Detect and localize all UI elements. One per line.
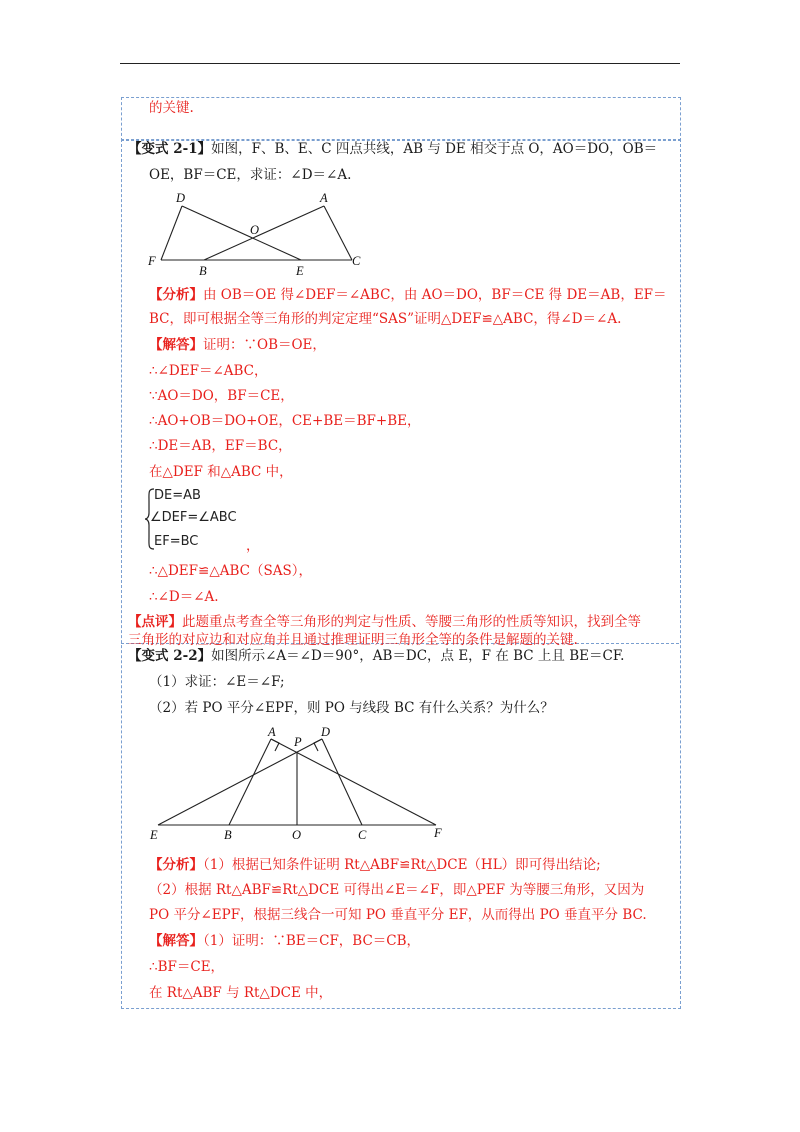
analysis-2-2-line1: （1）根据已知条件证明 Rt△ABF≌Rt△DCE（HL）即可得出结论;: [203, 857, 601, 873]
comment-line1: 此题重点考查全等三角形的判定与性质、等腰三角形的性质等知识，找到全等: [182, 614, 641, 630]
proof-step: 在△DEF 和△ABC 中，: [149, 464, 293, 480]
analysis-2-2: [149, 855, 601, 875]
label-A: A: [320, 191, 328, 205]
conclusion-2-1-a: ∴△DEF≌△ABC（SAS），: [149, 563, 312, 579]
segment-DC: [322, 739, 362, 825]
comment-2-1: [128, 612, 641, 632]
analysis-2-2-line3: PO 平分∠EPF，根据三线合一可知 PO 垂直平分 EF，从而得出 PO 垂直平分 BC.: [149, 907, 647, 923]
variant-2-1-stmt-line2: OE，BF＝CE，求证：∠D＝∠A.: [149, 167, 352, 183]
label-O: O: [250, 223, 260, 237]
analysis-2-1-tag: 【分析】: [149, 287, 203, 303]
variant-2-1-statement: [128, 139, 657, 159]
variant-2-1-tag: 【变式 2-1】: [128, 141, 212, 157]
segment-AB: [229, 739, 271, 825]
label-B: B: [199, 264, 207, 278]
analysis-2-1-line2: BC，即可根据全等三角形的判定定理“SAS”证明△DEF≌△ABC，得∠D＝∠A.: [149, 311, 622, 327]
question-2: （2）若 PO 平分∠EPF，则 PO 与线段 BC 有什么关系？为什么？: [149, 700, 554, 716]
variant-2-2-tag: 【变式 2-2】: [128, 648, 212, 664]
previous-tail-text: 的关键.: [149, 100, 194, 116]
label-P: P: [294, 735, 302, 749]
answer-2-2-line2: ∴BF＝CE，: [149, 959, 225, 975]
figure-2-1: [140, 186, 380, 278]
answer-2-2-line1: （1）证明：∵BE＝CF，BC＝CB，: [203, 933, 421, 949]
variant-2-2-statement: [128, 646, 624, 666]
segment-FA: [271, 739, 436, 825]
variant-2-1-stmt-line1: 如图，F、B、E、C 四点共线，AB 与 DE 相交于点 O，AO＝DO，OB＝: [211, 141, 658, 157]
answer-2-1-tag: 【解答】: [149, 337, 203, 353]
label-D: D: [176, 191, 186, 205]
label-A: A: [268, 725, 276, 739]
analysis-2-2-tag: 【分析】: [149, 857, 203, 873]
variant-2-2-stmt: 如图所示∠A＝∠D＝90°，AB＝DC，点 E，F 在 BC 上且 BE＝CF.: [211, 648, 625, 664]
conclusion-2-1-b: ∴∠D＝∠A.: [149, 589, 219, 605]
label-F: F: [148, 254, 156, 268]
segment-AC: [324, 206, 352, 260]
proof-step: ∴DE＝AB，EF＝BC，: [149, 438, 292, 454]
label-C: C: [352, 254, 361, 268]
segment-DE: [182, 206, 301, 260]
right-angle-mark-A: [271, 739, 279, 751]
figure-2-2: [144, 722, 460, 844]
segment-DF: [161, 206, 182, 260]
analysis-2-2-line2: （2）根据 Rt△ABF≌Rt△DCE 可得出∠E＝∠F，即△PEF 为等腰三角形，又因为: [149, 882, 645, 898]
answer-2-2-tag: 【解答】: [149, 933, 203, 949]
answer-2-1: [149, 335, 326, 355]
label-C: C: [358, 828, 367, 842]
analysis-2-1: [149, 285, 667, 305]
segment-AB: [204, 206, 324, 260]
box-previous-tail: [121, 97, 681, 141]
proof-step: ∴∠DEF＝∠ABC，: [149, 363, 268, 379]
analysis-2-1-line1: 由 OB＝OE 得∠DEF＝∠ABC，由 AO＝DO，BF＝CE 得 DE＝AB，EF＝: [203, 287, 667, 303]
right-angle-mark-D: [314, 739, 322, 751]
label-O: O: [292, 828, 302, 842]
system-eq-3: EF=BC: [154, 534, 199, 549]
label-D: D: [321, 725, 331, 739]
proof-step: ∴AO+OB＝DO+OE，CE+BE＝BF+BE，: [149, 413, 421, 429]
system-eq-1: DE=AB: [154, 488, 201, 503]
answer-2-2: [149, 931, 420, 951]
system-eq-2: ∠DEF=∠ABC: [150, 510, 237, 525]
label-E: E: [296, 264, 304, 278]
comment-tag: 【点评】: [128, 614, 182, 630]
system-trail: ，: [246, 538, 260, 554]
proof-step: ∵AO＝DO，BF＝CE，: [149, 388, 294, 404]
comment-line2: 三角形的对应边和对应角并且通过推理证明三角形全等的条件是解题的关键.: [128, 632, 578, 648]
label-F: F: [434, 826, 442, 840]
answer-2-1-first: 证明：∵OB＝OE，: [203, 337, 326, 353]
answer-2-2-line3: 在 Rt△ABF 与 Rt△DCE 中，: [149, 985, 333, 1001]
label-B: B: [224, 828, 232, 842]
header-rule: [120, 63, 680, 64]
question-1: （1）求证：∠E＝∠F;: [149, 674, 285, 690]
label-E: E: [150, 828, 158, 842]
